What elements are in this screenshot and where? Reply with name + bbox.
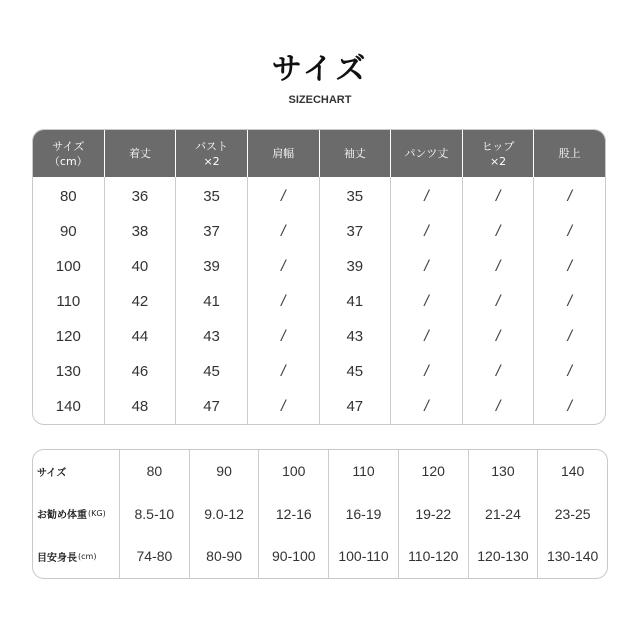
table-cell: / — [280, 362, 286, 380]
table-cell: 80 — [59, 188, 77, 205]
header-cell-bust: バスト ×2 — [176, 130, 248, 177]
size-guide-column — [190, 450, 260, 578]
table-cell: / — [280, 222, 286, 240]
table-cell: 120-130 — [477, 548, 529, 565]
table-cell: 9.0-12 — [204, 505, 244, 522]
table-cell: / — [280, 292, 286, 310]
table-cell: 90 — [59, 223, 77, 240]
size-chart-table — [32, 129, 606, 425]
table-cell: 16-19 — [345, 505, 382, 522]
guide-row-label-unit: (KG) — [88, 509, 106, 519]
size-chart-column — [320, 177, 392, 424]
table-cell: 21-24 — [485, 505, 521, 522]
guide-row-label — [33, 535, 119, 578]
guide-row-label-text: お勧め体重 — [37, 510, 87, 522]
guide-row-label — [33, 450, 119, 493]
table-cell: 140 — [560, 463, 585, 480]
size-guide-column — [538, 450, 607, 578]
guide-row-label-text: サイズ — [37, 467, 67, 479]
table-cell: 42 — [131, 293, 149, 310]
header-cell-shoulder: 肩幅 — [248, 130, 320, 177]
table-cell: 74-80 — [136, 548, 173, 565]
table-cell: 130 — [491, 463, 515, 480]
page-subtitle: SIZECHART — [288, 94, 352, 106]
table-cell: / — [280, 327, 286, 345]
table-cell: 130-140 — [546, 548, 599, 565]
table-cell: / — [280, 257, 286, 275]
table-cell: 43 — [346, 328, 364, 345]
table-cell: 37 — [203, 223, 220, 240]
table-cell: / — [567, 362, 572, 380]
size-guide-column — [329, 450, 399, 578]
table-cell: 41 — [346, 293, 364, 310]
header-cell-rise: 股上 — [558, 147, 581, 160]
table-cell: 90 — [216, 463, 232, 480]
table-cell: / — [424, 257, 429, 275]
table-cell: 35 — [346, 188, 364, 205]
size-chart-body — [33, 177, 605, 424]
table-cell: 35 — [203, 188, 220, 205]
table-cell: 19-22 — [415, 505, 452, 522]
header-cell-pants-length: パンツ丈 — [391, 130, 463, 177]
table-cell: 100 — [55, 258, 81, 275]
table-cell: / — [424, 187, 429, 205]
table-cell: 130 — [55, 363, 81, 380]
table-cell: 45 — [203, 363, 220, 380]
table-cell: / — [424, 292, 429, 310]
table-cell: 110-120 — [408, 548, 459, 565]
table-cell: 110 — [352, 463, 375, 480]
table-cell: / — [567, 397, 572, 415]
table-cell: / — [567, 257, 572, 275]
table-cell: 47 — [203, 398, 220, 415]
table-cell: / — [424, 397, 429, 415]
table-cell: 12-16 — [275, 505, 312, 522]
table-cell: / — [567, 187, 572, 205]
table-cell: 100-110 — [338, 548, 389, 565]
table-cell: 110 — [56, 293, 81, 310]
size-chart-column — [33, 177, 105, 424]
table-cell: / — [495, 257, 501, 275]
guide-row-label — [33, 493, 119, 536]
table-cell: 40 — [131, 258, 149, 275]
table-cell: 48 — [131, 398, 149, 415]
table-cell: 38 — [131, 223, 149, 240]
size-chart-column — [176, 177, 248, 424]
table-cell: / — [424, 222, 429, 240]
table-cell: 39 — [203, 258, 220, 275]
header-cell-length: 着丈 — [105, 130, 177, 177]
table-cell: / — [280, 397, 286, 415]
table-cell: / — [567, 327, 572, 345]
table-cell: 120 — [421, 463, 445, 480]
table-cell: 36 — [131, 188, 149, 205]
size-chart-column — [248, 177, 320, 424]
header-cell-hip: ヒップ ×2 — [463, 130, 535, 177]
guide-row-label-text: 目安身長 — [37, 552, 77, 564]
table-cell: / — [495, 292, 501, 310]
size-chart-column — [463, 177, 535, 424]
table-cell: / — [495, 397, 501, 415]
table-cell: 80-90 — [206, 548, 242, 565]
table-cell: / — [495, 187, 501, 205]
table-cell: / — [495, 327, 501, 345]
table-cell: 8.5-10 — [134, 505, 175, 522]
size-guide-column — [399, 450, 469, 578]
table-cell: 37 — [346, 223, 364, 240]
size-chart-column — [391, 177, 463, 424]
table-cell: / — [495, 222, 501, 240]
table-cell: 80 — [146, 463, 163, 480]
table-cell: / — [280, 187, 286, 205]
table-cell: / — [567, 292, 572, 310]
table-cell: 120 — [55, 328, 81, 345]
header-cell-size: サイズ （cm） — [33, 130, 105, 177]
table-cell: 90-100 — [272, 548, 316, 565]
size-guide-table — [32, 449, 608, 579]
page-title: サイズ — [271, 52, 369, 87]
size-chart-header-row — [33, 130, 605, 177]
table-cell: / — [495, 362, 501, 380]
size-guide-labels — [33, 450, 120, 578]
table-cell: 44 — [131, 328, 149, 345]
table-cell: 46 — [131, 363, 149, 380]
table-cell: / — [567, 222, 572, 240]
table-cell: / — [424, 327, 429, 345]
table-cell: 47 — [346, 398, 364, 415]
size-chart-column — [534, 177, 605, 424]
table-cell: 39 — [346, 258, 364, 275]
table-cell: 140 — [55, 398, 81, 415]
header-cell-sleeve: 袖丈 — [320, 130, 392, 177]
size-guide-column — [120, 450, 190, 578]
table-cell: 43 — [203, 328, 220, 345]
guide-row-label-unit: (cm) — [78, 551, 97, 561]
table-cell: 100 — [282, 463, 306, 480]
size-guide-column — [469, 450, 539, 578]
size-chart-column — [105, 177, 177, 424]
size-guide-column — [259, 450, 329, 578]
table-cell: 23-25 — [554, 505, 591, 522]
table-cell: 45 — [346, 363, 364, 380]
table-cell: / — [424, 362, 429, 380]
table-cell: 41 — [203, 293, 220, 310]
